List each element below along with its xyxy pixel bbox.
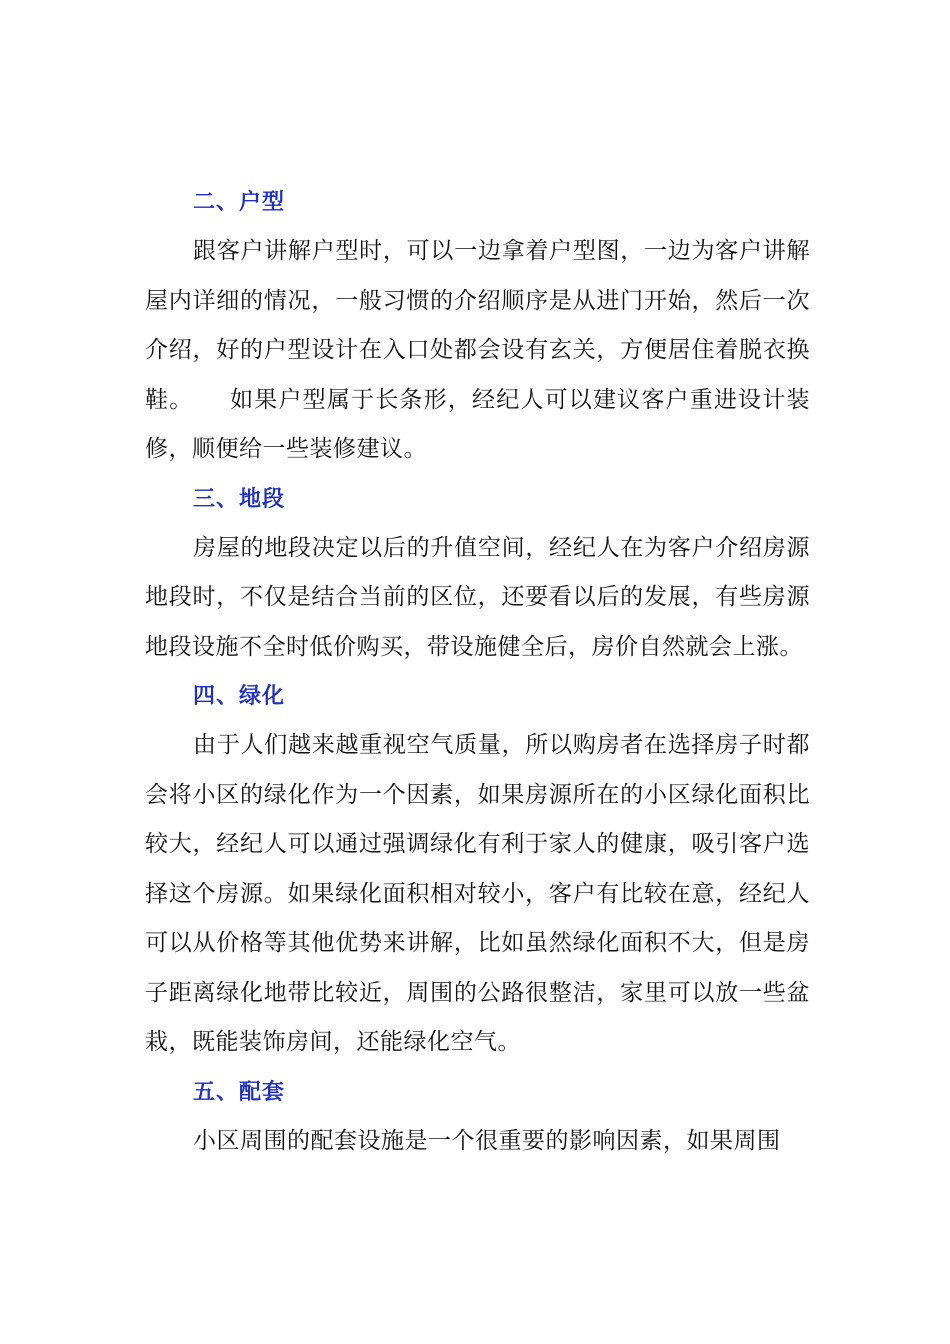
document-content (145, 178, 810, 1166)
section-greenery (145, 672, 810, 1068)
section-paragraph (145, 227, 810, 475)
section-heading: 五、配套 (193, 1079, 286, 1105)
section-unit-layout (145, 178, 810, 475)
section-heading: 二、户型 (193, 190, 286, 215)
section-paragraph: 房屋的地段决定以后的升值空间，经纪人在为客户介绍房源地段时，不仅是结合当前的区位，还要看以后的发展，有些房源地段设施不全时低价购买，带设施健全后，房价自然就会上涨。 (145, 534, 810, 660)
section-paragraph: 由于人们越来越重视空气质量，所以购房者在选择房子时都会将小区的绿化作为一个因素，如果房源所在的小区绿化面积比较大，经纪人可以通过强调绿化有利于家人的健康，吸引客户选择这个房源。如果绿化面积相对较小，客户有比较在意，经纪人可以从价格等其他优势来讲解，比如虽然绿化面积不大，但是房子距离绿化地带比较近，周围的公路很整洁，家里可以放一些盆栽，既能装饰房间，还能绿化空气。 (145, 732, 810, 1055)
section-facilities (145, 1068, 810, 1167)
section-heading: 三、地段 (193, 486, 286, 512)
section-heading: 四、绿化 (193, 684, 286, 709)
paragraph-text: 如果户型属于长条形，经纪人可以建议客户重进设计装修，顺便给一些装修建议。 (145, 386, 811, 462)
section-location (145, 475, 810, 673)
section-paragraph: 小区周围的配套设施是一个很重要的影响因素，如果周围 (193, 1127, 781, 1154)
paragraph-text: 跟客户讲解户型时，可以一边拿着户型图，一边为客户讲解屋内详细的情况，一般习惯的介绍顺序是从进门开始，然后一次介绍，好的户型设计在入口处都会设有玄关，方便居住着脱衣换鞋。 (145, 238, 810, 413)
